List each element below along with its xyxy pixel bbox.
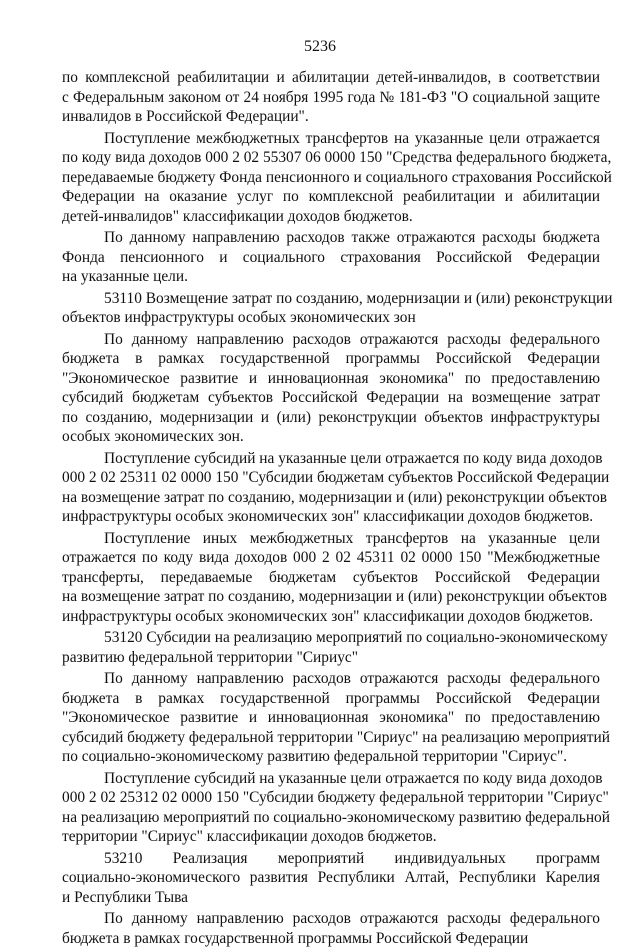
- paragraph-line: Фонда пенсионного и социального страхования Российской Федерации: [62, 248, 600, 266]
- paragraph-line: особых экономических зон.: [62, 428, 244, 445]
- paragraph-line: трансферты, передаваемые бюджетам субъектов Российской Федерации: [62, 568, 600, 586]
- paragraph-line: бюджета в рамках государственной программы Российской Федерации: [62, 350, 600, 367]
- paragraph-line: 53120 Субсидии на реализацию мероприятий по социально-экономическому: [104, 629, 608, 646]
- paragraph-line: "Экономическое развитие и инновационная экономика" по предоставлению: [62, 709, 600, 726]
- paragraph: [62, 129, 612, 227]
- paragraph-line: инфраструктуры особых экономических зон" классификации доходов бюджетов.: [62, 607, 594, 625]
- paragraph-line: на возмещение затрат по созданию, модернизации и (или) реконструкции объектов: [62, 588, 608, 605]
- paragraph: [62, 628, 608, 667]
- paragraph: [62, 289, 613, 328]
- paragraph-line: Федерации на оказание услуг по комплексной реабилитации и абилитации: [62, 188, 600, 205]
- paragraph-line: с Федеральным законом от 24 ноября 1995 года № 181-ФЗ "О социальной защите: [62, 88, 600, 106]
- paragraph-line: Поступление межбюджетных трансфертов на указанные цели отражается: [104, 129, 600, 147]
- paragraph-line: территории "Сириус" классификации доходов бюджетов.: [62, 828, 437, 845]
- paragraph-line: субсидий бюджетам субъектов Российской Федерации на возмещение затрат: [62, 389, 600, 406]
- paragraph-line: отражается по коду вида доходов 000 2 02 45311 02 0000 150 "Межбюджетные: [62, 549, 600, 566]
- paragraph-line: инвалидов в Российской Федерации".: [62, 108, 309, 125]
- page-number: 5236: [304, 38, 336, 55]
- paragraph-line: передаваемые бюджету Фонда пенсионного и социального страхования Российской: [62, 168, 612, 186]
- paragraph: [62, 529, 608, 627]
- paragraph: [62, 330, 600, 447]
- paragraph-line: По данному направлению расходов также отражаются расходы бюджета: [104, 229, 600, 246]
- paragraph-line: Поступление субсидий на указанные цели отражается по коду вида доходов: [104, 769, 603, 787]
- paragraph-line: 53110 Возмещение затрат по созданию, модернизации и (или) реконструкции: [104, 289, 613, 307]
- paragraph-line: на указанные цели.: [62, 268, 188, 285]
- paragraph-line: бюджета в рамках государственной программы Российской Федерации: [62, 689, 600, 707]
- paragraph-line: детей-инвалидов" классификации доходов бюджетов.: [62, 207, 413, 225]
- paragraph-line: По данному направлению расходов отражаются расходы федерального: [104, 670, 600, 687]
- paragraph-line: 000 2 02 25312 02 0000 150 "Субсидии бюджету федеральной территории "Сириус": [62, 789, 609, 806]
- paragraph: [62, 669, 610, 767]
- paragraph-line: Поступление субсидий на указанные цели отражается по коду вида доходов: [104, 449, 603, 467]
- paragraph-line: по комплексной реабилитации и абилитации детей-инвалидов, в соответствии: [62, 69, 600, 86]
- paragraph: [62, 849, 600, 908]
- paragraph-line: объектов инфраструктуры особых экономических зон: [62, 309, 416, 326]
- paragraph-line: социально-экономического развития Республики Алтай, Республики Карелия: [62, 869, 600, 886]
- paragraph-line: бюджета в рамках государственной программы Российской Федерации: [62, 929, 529, 947]
- paragraph-line: По данному направлению расходов отражаются расходы федерального: [104, 330, 600, 348]
- paragraph-line: Поступление иных межбюджетных трансфертов на указанные цели: [104, 529, 600, 547]
- paragraph-line: на реализацию мероприятий по социально-экономическому развитию федеральной: [62, 808, 610, 826]
- document-body: [62, 68, 613, 950]
- paragraph-line: по социально-экономическому развитию федеральной территории "Сириус".: [62, 748, 568, 765]
- paragraph-line: 000 2 02 25311 02 0000 150 "Субсидии бюджетам субъектов Российской Федерации: [62, 469, 610, 486]
- paragraph: [62, 909, 600, 948]
- paragraph-line: 53210 Реализация мероприятий индивидуальных программ: [104, 849, 600, 867]
- paragraph: [62, 228, 600, 287]
- paragraph-line: по коду вида доходов 000 2 02 55307 06 0000 150 "Средства федерального бюджета,: [62, 149, 612, 166]
- paragraph: [62, 68, 600, 127]
- paragraph-line: По данному направлению расходов отражаются расходы федерального: [104, 910, 600, 927]
- paragraph-line: "Экономическое развитие и инновационная экономика" по предоставлению: [62, 369, 600, 387]
- paragraph-line: субсидий бюджету федеральной территории "Сириус" на реализацию мероприятий: [62, 728, 610, 746]
- paragraph-line: инфраструктуры особых экономических зон" классификации доходов бюджетов.: [62, 508, 594, 525]
- paragraph: [62, 449, 610, 527]
- paragraph-line: по созданию, модернизации и (или) реконструкции объектов инфраструктуры: [62, 408, 600, 426]
- paragraph-line: развитию федеральной территории "Сириус": [62, 648, 358, 666]
- paragraph: [62, 769, 610, 847]
- paragraph-line: на возмещение затрат по созданию, модернизации и (или) реконструкции объектов: [62, 488, 608, 506]
- paragraph-line: и Республики Тыва: [62, 888, 189, 906]
